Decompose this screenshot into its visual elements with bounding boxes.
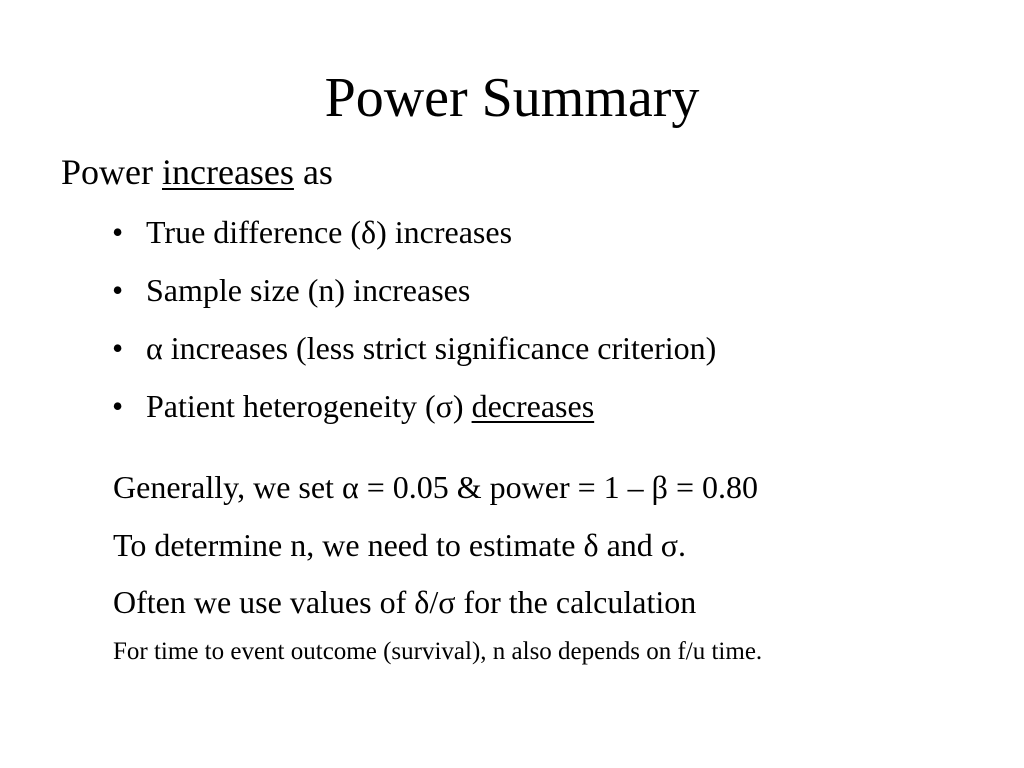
bullet-marker: • [112, 214, 124, 250]
footnote: For time to event outcome (survival), n also depends on f/u time. [113, 638, 763, 665]
lead-prefix: Power [61, 152, 153, 192]
bullet-marker: • [112, 272, 124, 308]
slide-title: Power Summary [324, 67, 700, 129]
bullet-marker: • [112, 388, 124, 424]
bullet-emphasis: decreases [471, 388, 595, 424]
bullet-text: Sample size (n) increases [146, 272, 471, 308]
bullet-marker: • [112, 330, 124, 366]
lead-emphasis: increases [162, 152, 294, 192]
bullet-text: True difference (δ) increases [146, 214, 513, 250]
bullet-text: α increases (less strict significance criterion) [146, 330, 717, 366]
paragraph: Generally, we set α = 0.05 & power = 1 – β = 0.80 [113, 469, 758, 505]
paragraph: To determine n, we need to estimate δ and σ. [113, 527, 687, 563]
lead-line [61, 150, 333, 194]
bullet-text-main: Patient heterogeneity (σ) [146, 388, 464, 424]
paragraph: Often we use values of δ/σ for the calculation [113, 584, 697, 620]
lead-suffix: as [302, 152, 333, 192]
bullet-text [146, 382, 594, 430]
